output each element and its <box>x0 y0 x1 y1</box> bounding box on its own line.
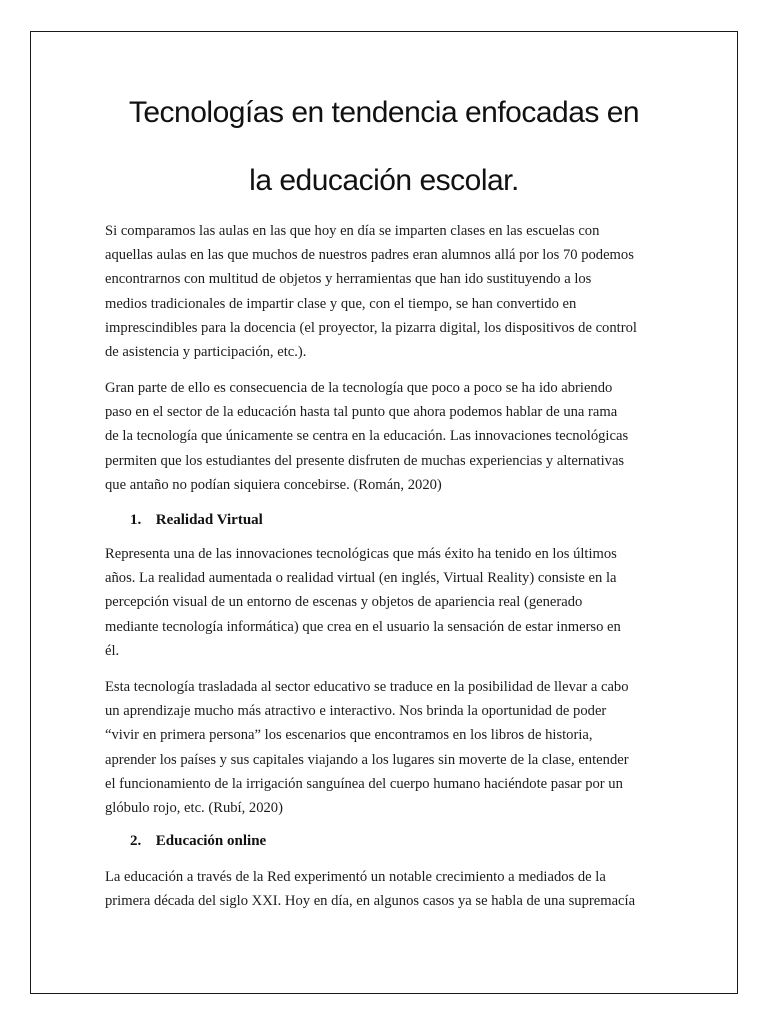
text-line: encontrarnos con multitud de objetos y herramientas que han ido sustituyendo a los <box>105 271 592 288</box>
heading-text: Educación online <box>155 833 267 849</box>
document-title-line-2: la educación escolar. <box>249 164 519 197</box>
section-heading-educacion-online <box>130 831 266 851</box>
text-line: “vivir en primera persona” los escenarios que encontramos en los libros de historia, <box>105 727 593 744</box>
paragraph-aplicacion-educativa <box>105 675 665 820</box>
text-line: imprescindibles para la docencia (el proyector, la pizarra digital, los dispositivos de control <box>105 319 637 336</box>
text-line: aquellas aulas en las que muchos de nuestros padres eran alumnos allá por los 70 podemos <box>105 247 634 264</box>
section-heading-realidad-virtual <box>130 510 263 530</box>
text-line: él. <box>105 642 120 659</box>
document-title-line-1: Tecnologías en tendencia enfocadas en <box>128 96 640 129</box>
paragraph-realidad-virtual <box>105 542 665 663</box>
text-line: Gran parte de ello es consecuencia de la tecnología que poco a poco se ha ido abriendo <box>105 380 613 396</box>
paragraph-educacion-online <box>105 865 665 913</box>
text-line: medios tradicionales de impartir clase y que, con el tiempo, se han convertido en <box>105 295 577 312</box>
paragraph-context <box>105 376 665 497</box>
text-line: permiten que los estudiantes del presente disfruten de muchas experiencias y alternativas <box>105 452 625 469</box>
text-line: un aprendizaje mucho más atractivo e interactivo. Nos brinda la oportunidad de poder <box>105 703 607 720</box>
text-line: de asistencia y participación, etc.). <box>105 344 307 361</box>
paragraph-intro <box>105 219 665 364</box>
text-line: de la tecnología que únicamente se centra en la educación. Las innovaciones tecnológicas <box>105 428 629 445</box>
text-line: Representa una de las innovaciones tecnológicas que más éxito ha tenido en los últimos <box>105 546 617 562</box>
text-line: que antaño no podían siquiera concebirse. (Román, 2020) <box>105 476 442 493</box>
text-line: primera década del siglo XXI. Hoy en día, en algunos casos ya se habla de una supremacía <box>105 893 636 910</box>
text-line: aprender los países y sus capitales viajando a los lugares sin moverte de la clase, entender <box>105 751 629 768</box>
text-line: glóbulo rojo, etc. (Rubí, 2020) <box>105 800 283 817</box>
heading-number: 1. <box>130 512 142 528</box>
heading-number: 2. <box>130 833 142 849</box>
text-line: años. La realidad aumentada o realidad virtual (en inglés, Virtual Reality) consiste en la <box>105 570 617 587</box>
text-line: La educación a través de la Red experimentó un notable crecimiento a mediados de la <box>105 869 606 885</box>
text-line: Esta tecnología trasladada al sector educativo se traduce en la posibilidad de llevar a cabo <box>105 679 629 695</box>
text-line: percepción visual de un entorno de escenas y objetos de apariencia real (generado <box>105 594 583 611</box>
text-line: Si comparamos las aulas en las que hoy en día se imparten clases en las escuelas con <box>105 223 600 239</box>
text-line: el funcionamiento de la irrigación sanguínea del cuerpo humano haciéndote pasar por un <box>105 775 623 792</box>
heading-text: Realidad Virtual <box>155 512 263 528</box>
text-line: mediante tecnología informática) que crea en el usuario la sensación de estar inmerso en <box>105 618 621 635</box>
text-line: paso en el sector de la educación hasta tal punto que ahora podemos hablar de una rama <box>105 404 618 421</box>
